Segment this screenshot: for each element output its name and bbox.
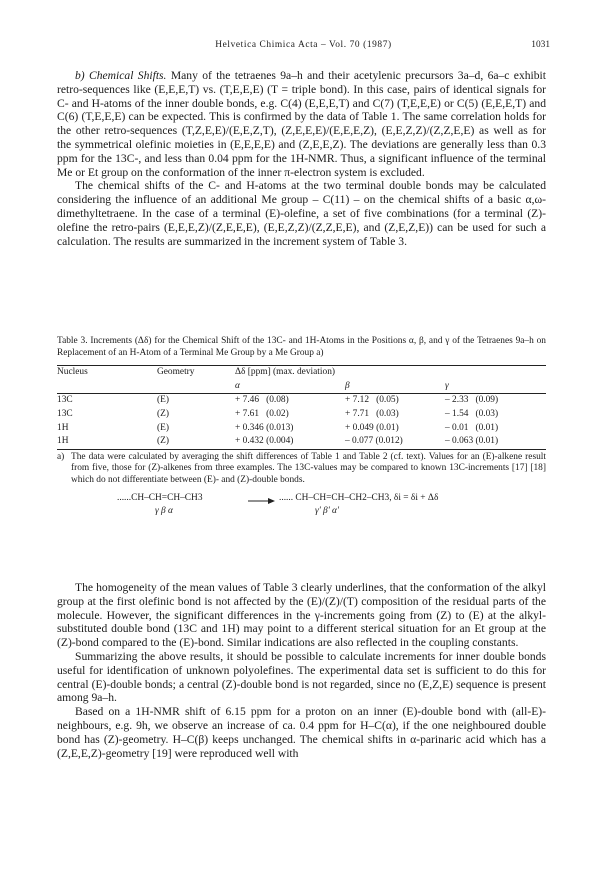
cell-beta: + 7.12 (0.05) [345, 395, 399, 406]
table-footnote [57, 452, 546, 487]
table-row [57, 422, 546, 436]
paragraph: Based on a 1H-NMR shift of 6.15 ppm for a proton on an inner (E)-double bond with (all-E)-neighbours, e.g. 9h, we observe an increase of ca. 0.4 ppm for H–C(α), if the one neighboured double bond has (Z)-geometry. H–C(β) keeps unchanged. The chemical shifts in α-parinaric acid which has a (Z,E,E,Z)-geometry [19] were reproduced well with [57, 705, 546, 760]
cell-geometry: (E) [157, 395, 169, 406]
footnote-mark: a) [57, 451, 65, 462]
footnote-text: The data were calculated by averaging the shift differences of Table 1 and Table 2 (cf. text). Values for an (E)-alkene result from five, those for (Z)-alkenes from three examples. The 13C-values may be compared to known 13C-increments [17] [18] which do not differentiate between (E)- and (Z)-double bonds. [71, 451, 546, 485]
table-caption: Table 3. Increments (Δδ) for the Chemical Shift of the 13C- and 1H-Atoms in the Positions α, β, and γ of the Tetraenes 9a–h on Replacement of an H-Atom of a Terminal Me Group by a Me Group a) [57, 336, 546, 358]
column-header-alpha: α [235, 380, 345, 394]
column-header-beta: β [345, 380, 445, 394]
cell-geometry: (Z) [157, 435, 235, 449]
empty-cell [157, 380, 235, 394]
cell-beta: + 7.71 (0.03) [345, 408, 399, 419]
paragraph: Summarizing the above results, it should be possible to calculate increments for inner double bonds useful for identification of unknown polyolefines. The experimental data set is sufficient to do this for central (E)-double bonds; a central (Z)-double bond is not regarded, since no (E,Z,E) sequence is present among 9a–h. [57, 649, 546, 705]
section-discussion [57, 581, 546, 760]
paragraph [57, 69, 546, 179]
table-row [57, 394, 546, 408]
scheme-left-labels: γ β α [155, 505, 173, 516]
table-header-row [57, 366, 546, 380]
journal-title: Helvetica Chimica Acta – Vol. 70 (1987) [215, 40, 392, 50]
cell-nucleus: 13C [57, 408, 73, 419]
column-header-increment: Δδ [ppm] (max. deviation) [235, 366, 546, 380]
cell-alpha: + 0.432 (0.004) [235, 435, 345, 449]
cell-alpha: + 0.346 (0.013) [235, 422, 294, 433]
page-number: 1031 [531, 40, 550, 50]
column-header-nucleus: Nucleus [57, 366, 157, 380]
scheme-left-formula: ......CH–CH=CH–CH3 [117, 492, 203, 503]
table-subheader-row [57, 380, 546, 394]
empty-cell [57, 380, 157, 394]
cell-gamma: – 0.063 (0.01) [445, 435, 546, 449]
cell-beta: – 0.077 (0.012) [345, 435, 445, 449]
column-header-gamma: γ [445, 380, 546, 394]
cell-nucleus: 1H [57, 422, 69, 433]
table-3 [57, 336, 546, 523]
running-header [57, 40, 550, 56]
cell-alpha: + 7.46 (0.08) [235, 395, 289, 406]
column-header-geometry: Geometry [157, 366, 235, 380]
cell-alpha: + 7.61 (0.02) [235, 408, 289, 419]
section-label: b) Chemical Shifts. [75, 69, 167, 82]
table-row [57, 408, 546, 422]
cell-gamma: – 2.33 (0.09) [445, 395, 499, 406]
increment-scheme [57, 493, 546, 523]
cell-nucleus: 1H [57, 435, 157, 449]
cell-gamma: – 0.01 (0.01) [445, 422, 499, 433]
paragraph: The chemical shifts of the C- and H-atoms at the two terminal double bonds may be calculated considering the influence of an additional Me group – C(11) – on the chemical shifts of a basic α,ω-dimethyltetraene. In the case of a terminal (E)-olefine, a set of five combinations (for a terminal (Z)-olefine the retro-pairs (E,E,E,Z)/(Z,E,E,E), (E,E,Z,Z)/(Z,Z,E,E), and (Z,E,Z,E)) can be used for such a calculation. The results are summarized in the increment system of Table 3. [57, 179, 546, 248]
section-chemical-shifts [57, 69, 546, 248]
increment-table [57, 365, 546, 450]
paragraph-text: Many of the tetraenes 9a–h and their acetylenic precursors 3a–d, 6a–c exhibit retro-sequences like (E,E,E,T) vs. (T,E,E,E) (T = triple bond). In this case, pairs of identical signals for C- and H-atoms of the inner double bonds, e.g. C(4) (E,E,E,T) and C(7) (T,E,E,E) or C(5) (E,E,E,T) and C(6) (T,E,E,E) can be expected. This is confirmed by the data of Table 1. The same correlation holds for the other retro-sequences (T,Z,E,E)/(E,E,Z,T), (Z,E,E,E)/(E,E,E,Z), (E,E,Z,Z)/(Z,Z,E,E) as well as for the symmetrical olefinic moieties in (E,E,E,E) and (Z,E,E,Z). The deviations are generally less than 0.3 ppm for the 13C-, and less than 0.04 ppm for the 1H-NMR. Thus, a significant influence of the terminal Me or Et group on the conformation of the inner π-electron system is excluded. [57, 69, 547, 179]
scheme-right-labels: γ' β' α' [315, 505, 339, 516]
cell-nucleus: 13C [57, 395, 73, 406]
cell-beta: + 0.049 (0.01) [345, 422, 399, 433]
cell-gamma: – 1.54 (0.03) [445, 408, 499, 419]
arrow-icon [248, 498, 275, 504]
table-row [57, 435, 546, 449]
cell-geometry: (E) [157, 422, 169, 433]
paragraph: The homogeneity of the mean values of Table 3 clearly underlines, that the conformation of the alkyl group at the first olefinic bond is not affected by the (E)/(Z)/(T) composition of the residual parts of the molecule. However, the significant differences in the γ-increments going from (Z) to (E) at the alkyl-substituted double bond (13C and 1H) may point to a different sterical situation for an Et group at the (Z)-bond compared to the (E)-bond. Similar indications are also reflected in the coupling constants. [57, 581, 546, 650]
cell-geometry: (Z) [157, 408, 169, 419]
scheme-right-formula: ...... CH–CH=CH–CH2–CH3, δi = δi + Δδ [279, 492, 439, 503]
